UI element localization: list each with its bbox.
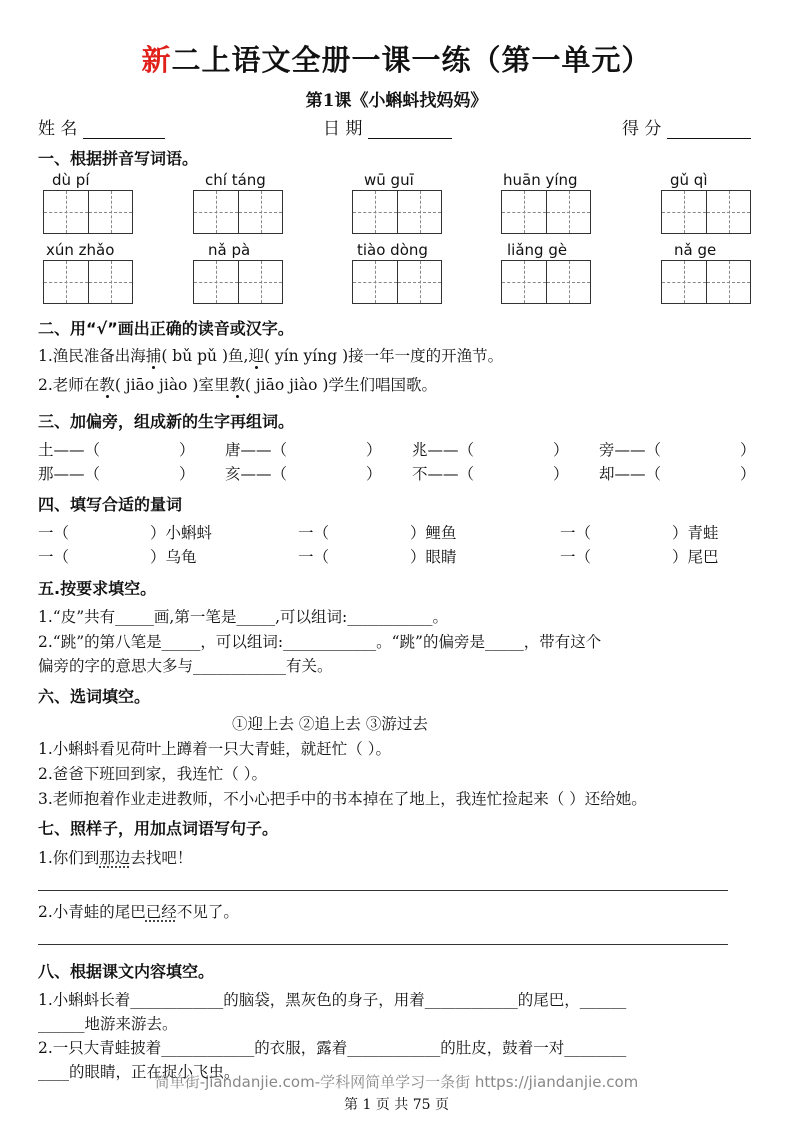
- question-8-1: 1.小蝌蚪长着____________的脑袋，黑灰色的身子，用着____________的尾巴，______: [38, 991, 627, 1009]
- pinyin-10: nǎ ge: [674, 241, 717, 259]
- lesson-subtitle: 第1课《小蝌蚪找妈妈》: [305, 91, 488, 111]
- measure-word-blank: 一（: [560, 524, 592, 542]
- writing-grid[interactable]: [501, 260, 591, 304]
- writing-grid[interactable]: [43, 260, 133, 304]
- writing-grid[interactable]: [501, 190, 591, 234]
- paren-close: ）: [740, 441, 756, 459]
- measure-word-blank: 一（: [560, 548, 592, 566]
- page-title: [0, 38, 793, 79]
- name-label: 姓 名: [38, 119, 78, 139]
- dotted-word: 那边: [99, 849, 131, 867]
- dotted-word: 已经: [145, 903, 177, 921]
- section-3-heading: 三、加偏旁，组成新的生字再组词。: [38, 412, 295, 431]
- pinyin-7: nǎ pà: [208, 241, 251, 259]
- question-5-2: 2.“跳”的第八笔是_____，可以组词:____________。“跳”的偏旁是_____，带有这个: [38, 633, 602, 651]
- question-5-1: 1.“皮”共有_____画,第一笔是_____,可以组词:___________。: [38, 608, 448, 626]
- question-6-2: 2.爸爸下班回到家，我连忙（ ）。: [38, 765, 267, 783]
- measure-word-noun: ）眼睛: [410, 548, 457, 566]
- radical-item: 旁——（: [599, 441, 662, 459]
- pinyin-9: liǎng gè: [507, 241, 568, 259]
- measure-word-blank: 一（: [298, 524, 330, 542]
- question-7-1: 1.你们到那边去找吧！: [38, 849, 193, 867]
- page-number: 第 1 页 共 75 页: [344, 1097, 449, 1113]
- measure-word-noun: ）小蝌蚪: [150, 524, 213, 542]
- writing-grid[interactable]: [661, 260, 751, 304]
- paren-close: ）: [179, 441, 195, 459]
- question-8-2: 2.一只大青蛙披着____________的衣服，露着____________的肚皮，鼓着一对________: [38, 1039, 627, 1057]
- question-7-2: 2.小青蛙的尾巴已经不见了。: [38, 903, 239, 921]
- score-field: [622, 114, 751, 139]
- date-blank[interactable]: [368, 120, 452, 139]
- dotted-char: 教: [229, 376, 245, 394]
- question-6-1: 1.小蝌蚪看见荷叶上蹲着一只大青蛙，就赶忙（ ）。: [38, 740, 391, 758]
- paren-close: ）: [740, 465, 756, 483]
- radical-item: 却——（: [599, 465, 662, 483]
- name-field: [38, 114, 165, 139]
- title-text: 二上语文全册一课一练（第一单元）: [171, 43, 652, 77]
- measure-word-blank: 一（: [38, 548, 70, 566]
- paren-close: ）: [366, 465, 382, 483]
- measure-word-blank: 一（: [298, 548, 330, 566]
- writing-grid[interactable]: [352, 260, 442, 304]
- title-red-char: 新: [141, 43, 172, 77]
- score-blank[interactable]: [667, 120, 751, 139]
- section-4-heading: 四、填写合适的量词: [38, 495, 183, 514]
- pinyin-3: wū guī: [364, 171, 414, 189]
- measure-word-noun: ）尾巴: [672, 548, 719, 566]
- watermark-text: 简单街-jiandanjie.com-学科网简单学习一条街 https://jiandanjie.com: [154, 1073, 639, 1091]
- question-2-1: 1.渔民准备出海捕( bǔ pǔ )鱼,迎( yín yíng )接一年一度的开渔节。: [38, 347, 504, 365]
- date-field: [323, 114, 452, 139]
- name-blank[interactable]: [83, 120, 165, 139]
- pinyin-8: tiào dòng: [357, 241, 428, 259]
- writing-grid[interactable]: [43, 190, 133, 234]
- section-8-heading: 八、根据课文内容填空。: [38, 962, 215, 981]
- measure-word-noun: ）鲤鱼: [410, 524, 457, 542]
- paren-close: ）: [179, 465, 195, 483]
- question-8-2-cont: ____的眼睛，正在捉小飞虫。: [38, 1063, 240, 1081]
- question-2-2: 2.老师在教( jiāo jiào )室里教( jiāo jiào )学生们唱国歌。: [38, 376, 437, 394]
- section-5-heading: 五.按要求填空。: [38, 579, 157, 598]
- writing-grid[interactable]: [352, 190, 442, 234]
- pinyin-5: gǔ qì: [670, 171, 708, 189]
- section-6-heading: 六、选词填空。: [38, 687, 151, 706]
- measure-word-noun: ）乌龟: [150, 548, 197, 566]
- section-1-heading: 一、根据拼音写词语。: [38, 149, 199, 168]
- word-options: ①迎上去 ②追上去 ③游过去: [232, 715, 428, 733]
- paren-close: ）: [553, 441, 569, 459]
- section-7-heading: 七、照样子，用加点词语写句子。: [38, 819, 279, 838]
- pinyin-4: huān yíng: [503, 171, 578, 189]
- pinyin-1: dù pí: [52, 171, 90, 189]
- paren-close: ）: [366, 441, 382, 459]
- measure-word-blank: 一（: [38, 524, 70, 542]
- radical-item: 不——（: [412, 465, 475, 483]
- radical-item: 那——（: [38, 465, 101, 483]
- section-2-heading: 二、用“√”画出正确的读音或汉字。: [38, 319, 294, 338]
- radical-item: 唐——（: [225, 441, 288, 459]
- date-label: 日 期: [323, 119, 363, 139]
- writing-grid[interactable]: [193, 190, 283, 234]
- question-8-1-cont: ______地游来游去。: [38, 1015, 178, 1033]
- writing-grid[interactable]: [193, 260, 283, 304]
- dotted-char: 捕: [145, 347, 162, 365]
- answer-line[interactable]: [38, 890, 728, 891]
- measure-word-noun: ）青蛙: [672, 524, 719, 542]
- dotted-char: 教: [99, 376, 115, 394]
- paren-close: ）: [553, 465, 569, 483]
- pinyin-2: chí táng: [205, 171, 266, 189]
- radical-item: 土——（: [38, 441, 101, 459]
- writing-grid[interactable]: [661, 190, 751, 234]
- score-label: 得 分: [622, 119, 662, 139]
- dotted-char: 迎: [248, 347, 264, 365]
- question-6-3: 3.老师抱着作业走进教师，不小心把手中的书本掉在了地上，我连忙捡起来（ ）还给她。: [38, 790, 647, 808]
- answer-line[interactable]: [38, 944, 728, 945]
- radical-item: 亥——（: [225, 465, 288, 483]
- radical-item: 兆——（: [412, 441, 475, 459]
- question-5-2-cont: 偏旁的字的意思大多与____________有关。: [38, 657, 333, 675]
- pinyin-6: xún zhǎo: [46, 241, 115, 259]
